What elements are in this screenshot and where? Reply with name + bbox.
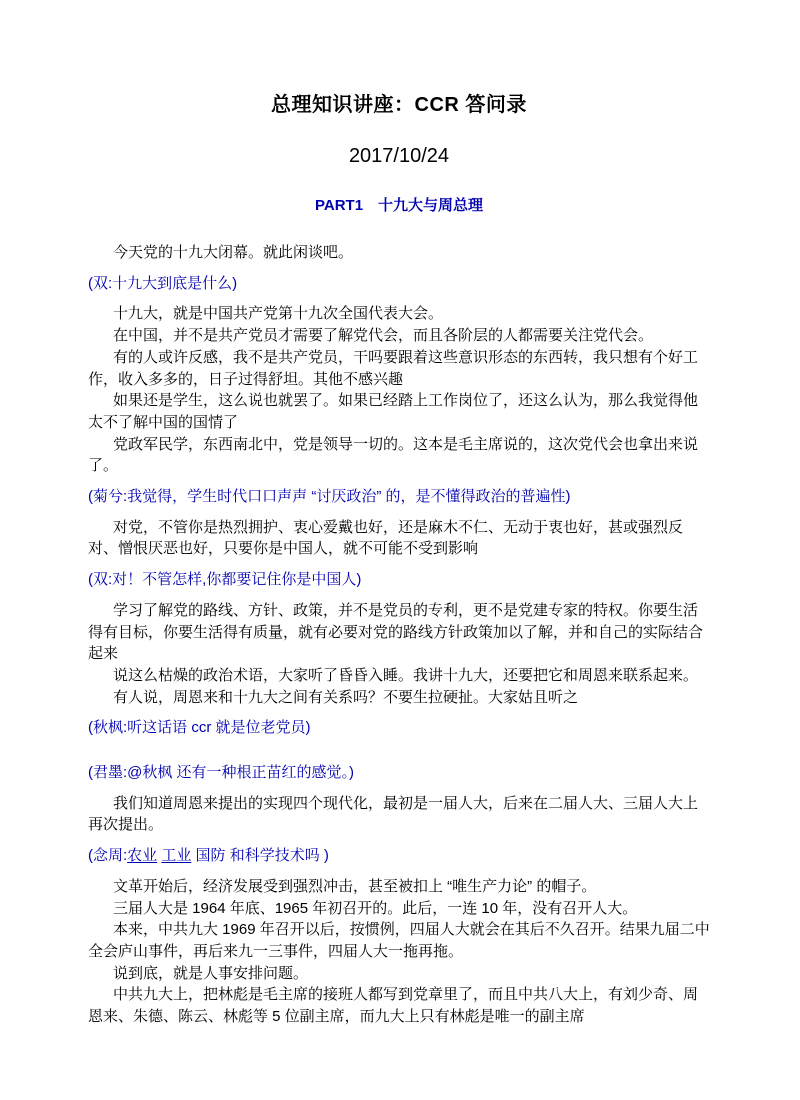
body-paragraph: 三届人大是 1964 年底、1965 年初召开的。此后，一连 10 年，没有召开人大。 [113, 899, 638, 917]
body-paragraph: 我们知道周恩来提出的实现四个现代化，最初是一届人大，后来在二届人大、三届人大上再次提出。 [88, 794, 699, 834]
underlined-term: 农业 [127, 847, 158, 865]
body-paragraph: 今天党的十九大闭幕。就此闲谈吧。 [113, 244, 354, 261]
remark-line: (君墨:@秋枫 还有一种根正苗红的感觉。) [88, 764, 355, 782]
body-paragraph: 对党，不管你是热烈拥护、衷心爱戴也好，还是麻木不仁、无动于衷也好，甚或强烈反对、憎恨厌恶也好，只要你是中国人，就不可能不受到影响 [88, 518, 684, 558]
part-heading: PART1 十九大与周总理 [314, 197, 484, 214]
remark-line: (秋枫:听这话语 ccr 就是位老党员) [88, 719, 311, 737]
remark-line: (菊兮:我觉得，学生时代口口声声 “讨厌政治” 的，是不懂得政治的普遍性) [88, 488, 571, 506]
document-body [88, 242, 710, 1028]
body-paragraph: 如果还是学生，这么说也就罢了。如果已经踏上工作岗位了，还这么认为，那么我觉得他太不了解中国的国情了 [88, 392, 699, 431]
remark-line [88, 845, 710, 867]
body-paragraph: 文革开始后，经济发展受到强烈冲击，甚至被扣上 “唯生产力论” 的帽子。 [113, 877, 597, 895]
remark-line: (双:十九大到底是什么) [88, 274, 238, 292]
body-paragraph: 说这么枯燥的政治术语，大家听了昏昏入睡。我讲十九大，还要把它和周恩来联系起来。 [113, 666, 699, 684]
body-paragraph: 本来，中共九大 1969 年召开以后，按惯例，四届人大就会在其后不久召开。结果九届二中全会庐山事件，再后来九一三事件，四届人大一拖再拖。 [88, 921, 710, 960]
body-paragraph: 有的人或许反感，我不是共产党员，干吗要跟着这些意识形态的东西转，我只想有个好工作，收入多多的，日子过得舒坦。其他不感兴趣 [88, 348, 699, 388]
body-paragraph: 有人说，周恩来和十九大之间有关系吗？不要生拉硬扯。大家姑且听之 [113, 688, 579, 706]
document-title: 总理知识讲座：CCR 答问录 [271, 94, 527, 116]
body-paragraph: 十九大，就是中国共产党第十九次全国代表大会。 [113, 305, 444, 323]
text-segment: 国防 和科学技术吗 ) [191, 847, 329, 865]
body-paragraph: 学习了解党的路线、方针、政策，并不是党员的专利，更不是党建专家的特权。你要生活得有目标，你要生活得有质量，就有必要对党的路线方针政策加以了解，并和自己的实际结合起来 [88, 601, 704, 663]
body-paragraph: 在中国，并不是共产党员才需要了解党代会，而且各阶层的人都需要关注党代会。 [113, 327, 654, 345]
body-paragraph: 党政军民学，东西南北中，党是领导一切的。这本是毛主席说的，这次党代会也拿出来说了。 [88, 435, 699, 475]
body-paragraph: 中共九大上，把林彪是毛主席的接班人都写到党章里了，而且中共八大上，有刘少奇、周恩来、朱德、陈云、林彪等 5 位副主席，而九大上只有林彪是唯一的副主席 [88, 986, 699, 1026]
underlined-term: 工业 [161, 847, 192, 865]
document-date: 2017/10/24 [348, 145, 450, 167]
text-segment: (念周: [88, 847, 128, 865]
remark-line: (双:对！不管怎样,你都要记住你是中国人) [88, 571, 362, 589]
body-paragraph: 说到底，就是人事安排问题。 [113, 964, 309, 982]
